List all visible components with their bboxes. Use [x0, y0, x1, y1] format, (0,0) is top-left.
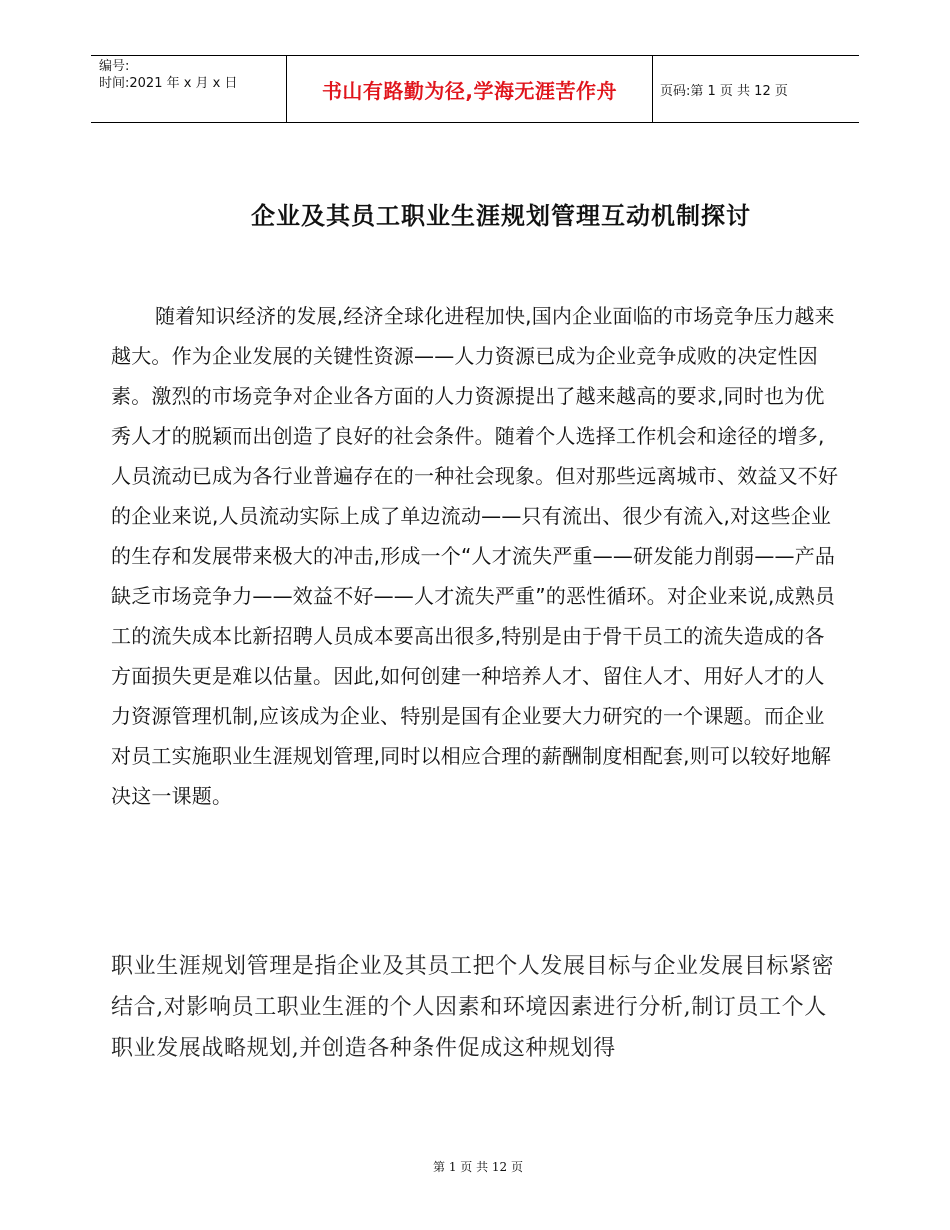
header-page-info: 页码:第 1 页 共 12 页 [660, 83, 788, 99]
body-paragraph-2: 职业生涯规划管理是指企业及其员工把个人发展目标与企业发展目标紧密结合,对影响员工职业生涯的个人因素和环境因素进行分析,制订员工个人职业发展战略规划,并创造各种条件促成这种规划得 [111, 954, 835, 1061]
document-title: 企业及其员工职业生涯规划管理互动机制探讨 [251, 202, 751, 230]
page-footer: 第 1 页 共 12 页 [433, 1160, 523, 1174]
header-divider [652, 56, 653, 122]
document-code-label: 编号: [99, 59, 130, 74]
body-paragraph-1: 随着知识经济的发展,经济全球化进程加快,国内企业面临的市场竞争压力越来越大。作为企业发展的关键性资源——人力资源已成为企业竞争成败的决定性因素。激烈的市场竞争对企业各方面的人力资源提出了越来越高的要求,同时也为优秀人才的脱颖而出创造了良好的社会条件。随着个人选择工作机会和途径的增多,人员流动已成为各行业普遍存在的一种社会现象。但对那些远离城市、效益又不好的企业来说,人员流动实际上成了单边流动——只有流出、很少有流入,对这些企业的生存和发展带来极大的冲击,形成一个“人才流失严重——研发能力削弱——产品缺乏市场竞争力——效益不好——人才流失严重”的恶性循环。对企业来说,成熟员工的流失成本比新招聘人员成本要高出很多,特别是由于骨干员工的流失造成的各方面损失更是难以估量。因此,如何创建一种培养人才、留住人才、用好人才的人力资源管理机制,应该成为企业、特别是国有企业要大力研究的一个课题。而企业对员工实施职业生涯规划管理,同时以相应合理的薪酬制度相配套,则可以较好地解决这一课题。 [111, 304, 839, 808]
page-header [91, 55, 859, 123]
header-motto: 书山有路勤为径,学海无涯苦作舟 [321, 78, 618, 103]
document-time-label: 时间:2021 年 x 月 x 日 [99, 76, 238, 91]
